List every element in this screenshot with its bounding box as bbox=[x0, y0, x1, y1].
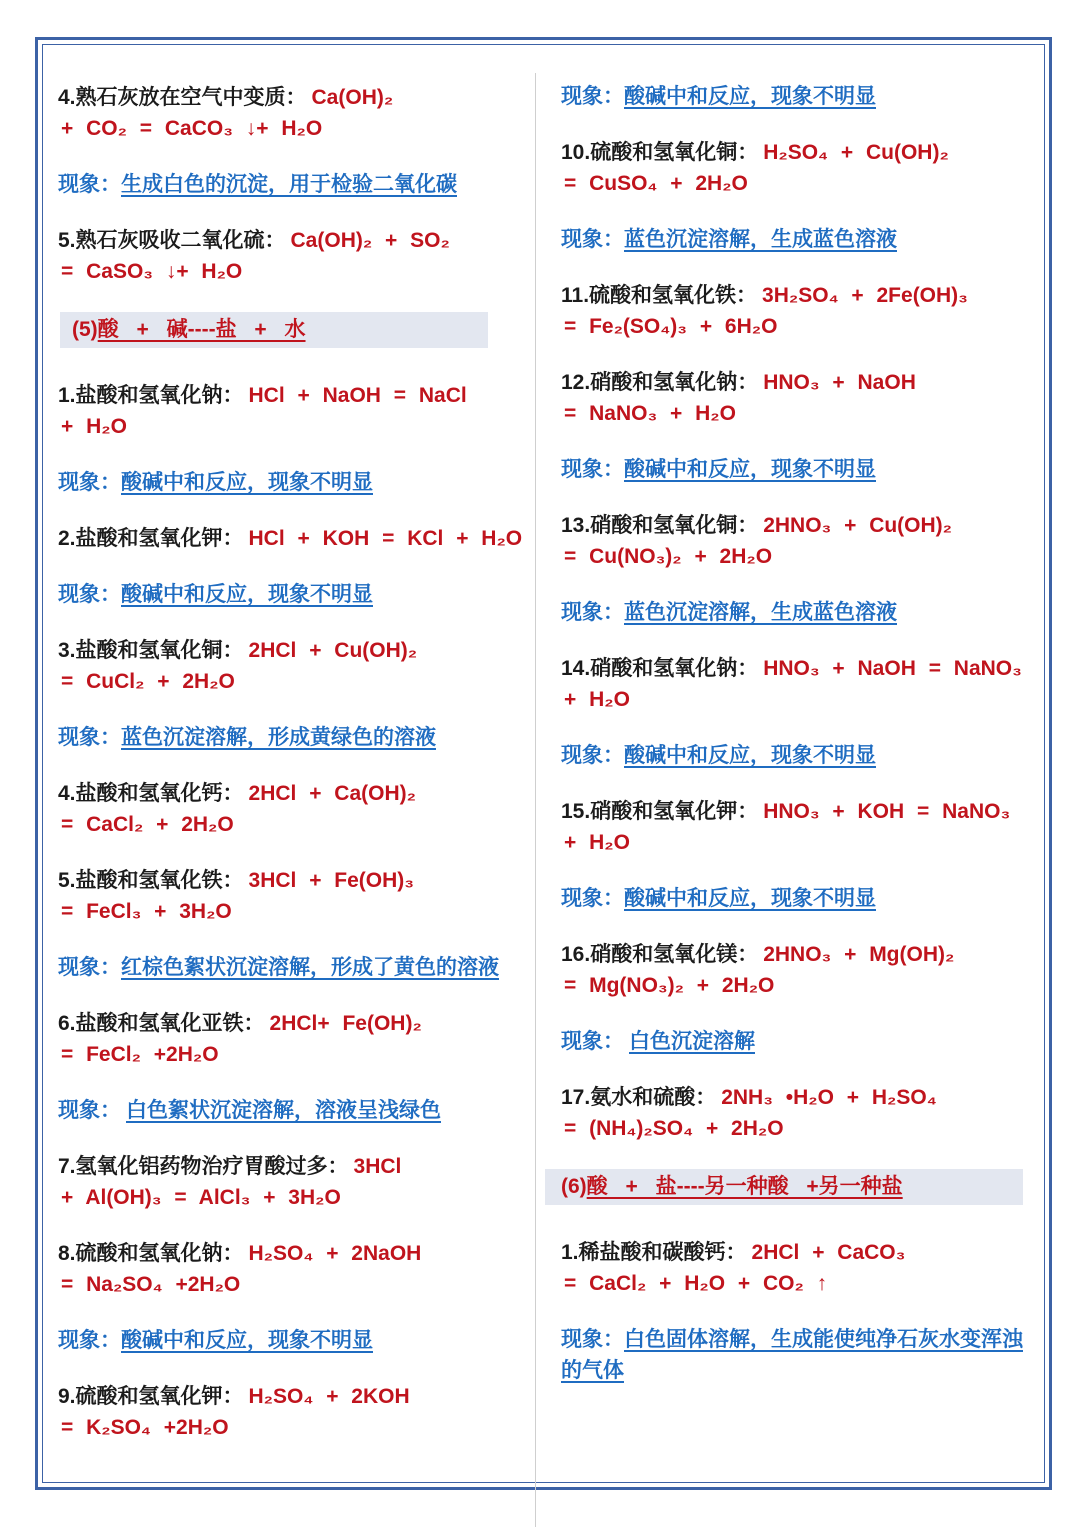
equation-part-2: = CaCl₂ + H₂O + CO₂ ↑ bbox=[564, 1272, 828, 1295]
reaction-title: 5.盐酸和氢氧化铁： bbox=[58, 869, 244, 892]
reaction-title: 4.盐酸和氢氧化钙： bbox=[58, 782, 244, 805]
reaction-line bbox=[561, 653, 1023, 684]
equation-part-2: + Al(OH)₃ = AlCl₃ + 3H₂O bbox=[61, 1186, 341, 1209]
phenomenon-item bbox=[561, 1026, 1023, 1057]
phenomenon-text: 白色沉淀溶解 bbox=[629, 1030, 755, 1053]
reaction-title: 11.硫酸和氢氧化铁： bbox=[561, 284, 758, 307]
equation-part-1: 3HCl + Fe(OH)₃ bbox=[248, 869, 414, 892]
equation-part-1: Ca(OH)₂ bbox=[311, 86, 394, 109]
phenomenon-text: 白色絮状沉淀溶解，溶液呈浅绿色 bbox=[126, 1099, 441, 1122]
reaction-item bbox=[58, 1381, 528, 1443]
reaction-title: 10.硫酸和氢氧化铜： bbox=[561, 141, 759, 164]
section-heading: 酸 + 碱----盐 + 水 bbox=[97, 318, 306, 341]
reaction-item bbox=[561, 1082, 1023, 1144]
equation-part-2: = Cu(NO₃)₂ + 2H₂O bbox=[564, 545, 773, 568]
reaction-item bbox=[561, 510, 1023, 572]
reaction-title: 16.硝酸和氢氧化镁： bbox=[561, 943, 759, 966]
equation-part-1: H₂SO₄ + 2NaOH bbox=[248, 1242, 422, 1265]
reaction-item bbox=[561, 653, 1023, 715]
reaction-line bbox=[58, 225, 528, 256]
reaction-line bbox=[58, 1151, 528, 1182]
equation-part-1: HCl + KOH = KCl + H₂O bbox=[248, 527, 523, 550]
phenomenon-text: 酸碱中和反应，现象不明显 bbox=[121, 1329, 373, 1352]
equation-part-1: HCl + NaOH = NaCl bbox=[248, 384, 467, 407]
reaction-line bbox=[58, 523, 528, 554]
phenomenon-label: 现象： bbox=[561, 85, 624, 108]
equation-part-1: 2HCl+ Fe(OH)₂ bbox=[269, 1012, 422, 1035]
phenomenon-label: 现象： bbox=[561, 228, 624, 251]
section-header bbox=[545, 1169, 1023, 1205]
phenomenon-label: 现象： bbox=[561, 1328, 624, 1351]
section-number: (5) bbox=[72, 318, 98, 341]
reaction-item bbox=[561, 939, 1023, 1001]
reaction-title: 13.硝酸和氢氧化铜： bbox=[561, 514, 759, 537]
phenomenon-item bbox=[561, 1324, 1023, 1386]
equation-part-1: 2HCl + Ca(OH)₂ bbox=[248, 782, 416, 805]
phenomenon-item bbox=[58, 169, 528, 200]
phenomenon-text: 蓝色沉淀溶解，生成蓝色溶液 bbox=[624, 228, 897, 251]
phenomenon-text: 酸碱中和反应，现象不明显 bbox=[121, 471, 373, 494]
phenomenon-item bbox=[58, 467, 528, 498]
reaction-title: 8.硫酸和氢氧化钠： bbox=[58, 1242, 244, 1265]
right-column bbox=[561, 81, 1023, 1411]
equation-part-2: = FeCl₃ + 3H₂O bbox=[61, 900, 232, 923]
phenomenon-text: 红棕色絮状沉淀溶解，形成了黄色的溶液 bbox=[121, 956, 499, 979]
reaction-line bbox=[58, 635, 528, 666]
section-header bbox=[60, 312, 488, 348]
equation-part-2: = CaCl₂ + 2H₂O bbox=[61, 813, 234, 836]
equation-part-1: 2HCl + CaCO₃ bbox=[751, 1241, 906, 1264]
reaction-item bbox=[561, 1237, 1023, 1299]
reaction-item bbox=[58, 865, 528, 927]
reaction-line bbox=[58, 778, 528, 809]
phenomenon-text: 生成白色的沉淀，用于检验二氧化碳 bbox=[121, 173, 457, 196]
equation-part-1: Ca(OH)₂ + SO₂ bbox=[290, 229, 450, 252]
phenomenon-item bbox=[561, 740, 1023, 771]
phenomenon-label: 现象： bbox=[561, 458, 624, 481]
left-column bbox=[58, 82, 528, 1468]
reaction-line bbox=[561, 939, 1023, 970]
phenomenon-label: 现象： bbox=[58, 583, 121, 606]
reaction-line bbox=[561, 367, 1023, 398]
equation-part-1: 2HNO₃ + Cu(OH)₂ bbox=[763, 514, 953, 537]
phenomenon-text: 蓝色沉淀溶解，生成蓝色溶液 bbox=[624, 601, 897, 624]
reaction-item bbox=[58, 225, 528, 287]
reaction-item bbox=[58, 1008, 528, 1070]
reaction-title: 7.氢氧化铝药物治疗胃酸过多： bbox=[58, 1155, 349, 1178]
reaction-item bbox=[58, 1151, 528, 1213]
reaction-line bbox=[561, 510, 1023, 541]
reaction-item bbox=[58, 380, 528, 442]
reaction-item bbox=[561, 367, 1023, 429]
reaction-item bbox=[58, 1238, 528, 1300]
reaction-title: 5.熟石灰吸收二氧化硫： bbox=[58, 229, 286, 252]
phenomenon-item bbox=[58, 952, 528, 983]
reaction-title: 12.硝酸和氢氧化钠： bbox=[561, 371, 759, 394]
reaction-title: 6.盐酸和氢氧化亚铁： bbox=[58, 1012, 265, 1035]
reaction-item bbox=[58, 82, 528, 144]
phenomenon-text: 酸碱中和反应，现象不明显 bbox=[624, 887, 876, 910]
reaction-title: 15.硝酸和氢氧化钾： bbox=[561, 800, 759, 823]
equation-part-1: HNO₃ + KOH = NaNO₃ bbox=[763, 800, 1011, 823]
phenomenon-item bbox=[58, 722, 528, 753]
phenomenon-item bbox=[58, 1095, 528, 1126]
reaction-item bbox=[58, 523, 528, 554]
equation-part-1: 2HCl + Cu(OH)₂ bbox=[248, 639, 418, 662]
equation-part-2: = FeCl₂ +2H₂O bbox=[61, 1043, 219, 1066]
phenomenon-label: 现象： bbox=[58, 726, 121, 749]
column-divider bbox=[535, 73, 536, 1527]
equation-part-1: 3HCl bbox=[353, 1155, 402, 1178]
reaction-line bbox=[58, 82, 528, 113]
reaction-line bbox=[561, 280, 1023, 311]
reaction-item bbox=[561, 796, 1023, 858]
phenomenon-text: 酸碱中和反应，现象不明显 bbox=[121, 583, 373, 606]
reaction-item bbox=[561, 137, 1023, 199]
equation-part-2: + H₂O bbox=[564, 831, 630, 854]
equation-part-2: = NaNO₃ + H₂O bbox=[564, 402, 736, 425]
equation-part-2: + H₂O bbox=[564, 688, 630, 711]
phenomenon-text: 蓝色沉淀溶解，形成黄绿色的溶液 bbox=[121, 726, 436, 749]
phenomenon-label: 现象： bbox=[58, 1329, 121, 1352]
phenomenon-label: 现象： bbox=[58, 1099, 121, 1122]
equation-part-2: = (NH₄)₂SO₄ + 2H₂O bbox=[564, 1117, 784, 1140]
reaction-title: 2.盐酸和氢氧化钾： bbox=[58, 527, 244, 550]
equation-part-1: H₂SO₄ + 2KOH bbox=[248, 1385, 410, 1408]
phenomenon-text: 酸碱中和反应，现象不明显 bbox=[624, 744, 876, 767]
equation-part-2: = Na₂SO₄ +2H₂O bbox=[61, 1273, 241, 1296]
phenomenon-item bbox=[58, 579, 528, 610]
reaction-title: 1.盐酸和氢氧化钠： bbox=[58, 384, 244, 407]
reaction-line bbox=[561, 1237, 1023, 1268]
reaction-item bbox=[561, 280, 1023, 342]
phenomenon-label: 现象： bbox=[561, 744, 624, 767]
phenomenon-item bbox=[561, 454, 1023, 485]
phenomenon-label: 现象： bbox=[561, 601, 624, 624]
equation-part-2: = CuCl₂ + 2H₂O bbox=[61, 670, 235, 693]
equation-part-1: 3H₂SO₄ + 2Fe(OH)₃ bbox=[762, 284, 968, 307]
equation-part-2: = K₂SO₄ +2H₂O bbox=[61, 1416, 229, 1439]
equation-part-1: HNO₃ + NaOH = NaNO₃ bbox=[763, 657, 1022, 680]
reaction-title: 17.氨水和硫酸： bbox=[561, 1086, 717, 1109]
reaction-line bbox=[561, 137, 1023, 168]
reaction-title: 14.硝酸和氢氧化钠： bbox=[561, 657, 759, 680]
equation-part-2: + CO₂ = CaCO₃ ↓+ H₂O bbox=[61, 117, 323, 140]
reaction-line bbox=[58, 1008, 528, 1039]
section-heading: 酸 + 盐----另一种酸 +另一种盐 bbox=[586, 1175, 903, 1198]
reaction-item bbox=[58, 778, 528, 840]
equation-part-2: = CaSO₃ ↓+ H₂O bbox=[61, 260, 243, 283]
phenomenon-item bbox=[561, 224, 1023, 255]
reaction-title: 1.稀盐酸和碳酸钙： bbox=[561, 1241, 747, 1264]
reaction-line bbox=[561, 1082, 1023, 1113]
phenomenon-item bbox=[58, 1325, 528, 1356]
equation-part-2: = CuSO₄ + 2H₂O bbox=[564, 172, 748, 195]
phenomenon-label: 现象： bbox=[561, 1030, 624, 1053]
reaction-line bbox=[58, 1381, 528, 1412]
phenomenon-item bbox=[561, 81, 1023, 112]
reaction-item bbox=[58, 635, 528, 697]
reaction-line bbox=[58, 380, 528, 411]
equation-part-2: = Mg(NO₃)₂ + 2H₂O bbox=[564, 974, 775, 997]
reaction-line bbox=[58, 1238, 528, 1269]
phenomenon-item bbox=[561, 883, 1023, 914]
phenomenon-text: 白色固体溶解，生成能使纯净石灰水变浑浊的气体 bbox=[561, 1328, 1023, 1382]
reaction-title: 9.硫酸和氢氧化钾： bbox=[58, 1385, 244, 1408]
reaction-line bbox=[561, 796, 1023, 827]
phenomenon-text: 酸碱中和反应，现象不明显 bbox=[624, 85, 876, 108]
phenomenon-label: 现象： bbox=[561, 887, 624, 910]
reaction-line bbox=[58, 865, 528, 896]
equation-part-2: = Fe₂(SO₄)₃ + 6H₂O bbox=[564, 315, 778, 338]
equation-part-1: 2HNO₃ + Mg(OH)₂ bbox=[763, 943, 955, 966]
phenomenon-label: 现象： bbox=[58, 956, 121, 979]
phenomenon-label: 现象： bbox=[58, 471, 121, 494]
phenomenon-text: 酸碱中和反应，现象不明显 bbox=[624, 458, 876, 481]
equation-part-1: HNO₃ + NaOH bbox=[763, 371, 916, 394]
phenomenon-label: 现象： bbox=[58, 173, 121, 196]
reaction-title: 3.盐酸和氢氧化铜： bbox=[58, 639, 244, 662]
equation-part-2: + H₂O bbox=[61, 415, 127, 438]
equation-part-1: H₂SO₄ + Cu(OH)₂ bbox=[763, 141, 949, 164]
equation-part-1: 2NH₃ •H₂O + H₂SO₄ bbox=[721, 1086, 937, 1109]
phenomenon-item bbox=[561, 597, 1023, 628]
reaction-title: 4.熟石灰放在空气中变质： bbox=[58, 86, 307, 109]
section-number: (6) bbox=[561, 1175, 587, 1198]
